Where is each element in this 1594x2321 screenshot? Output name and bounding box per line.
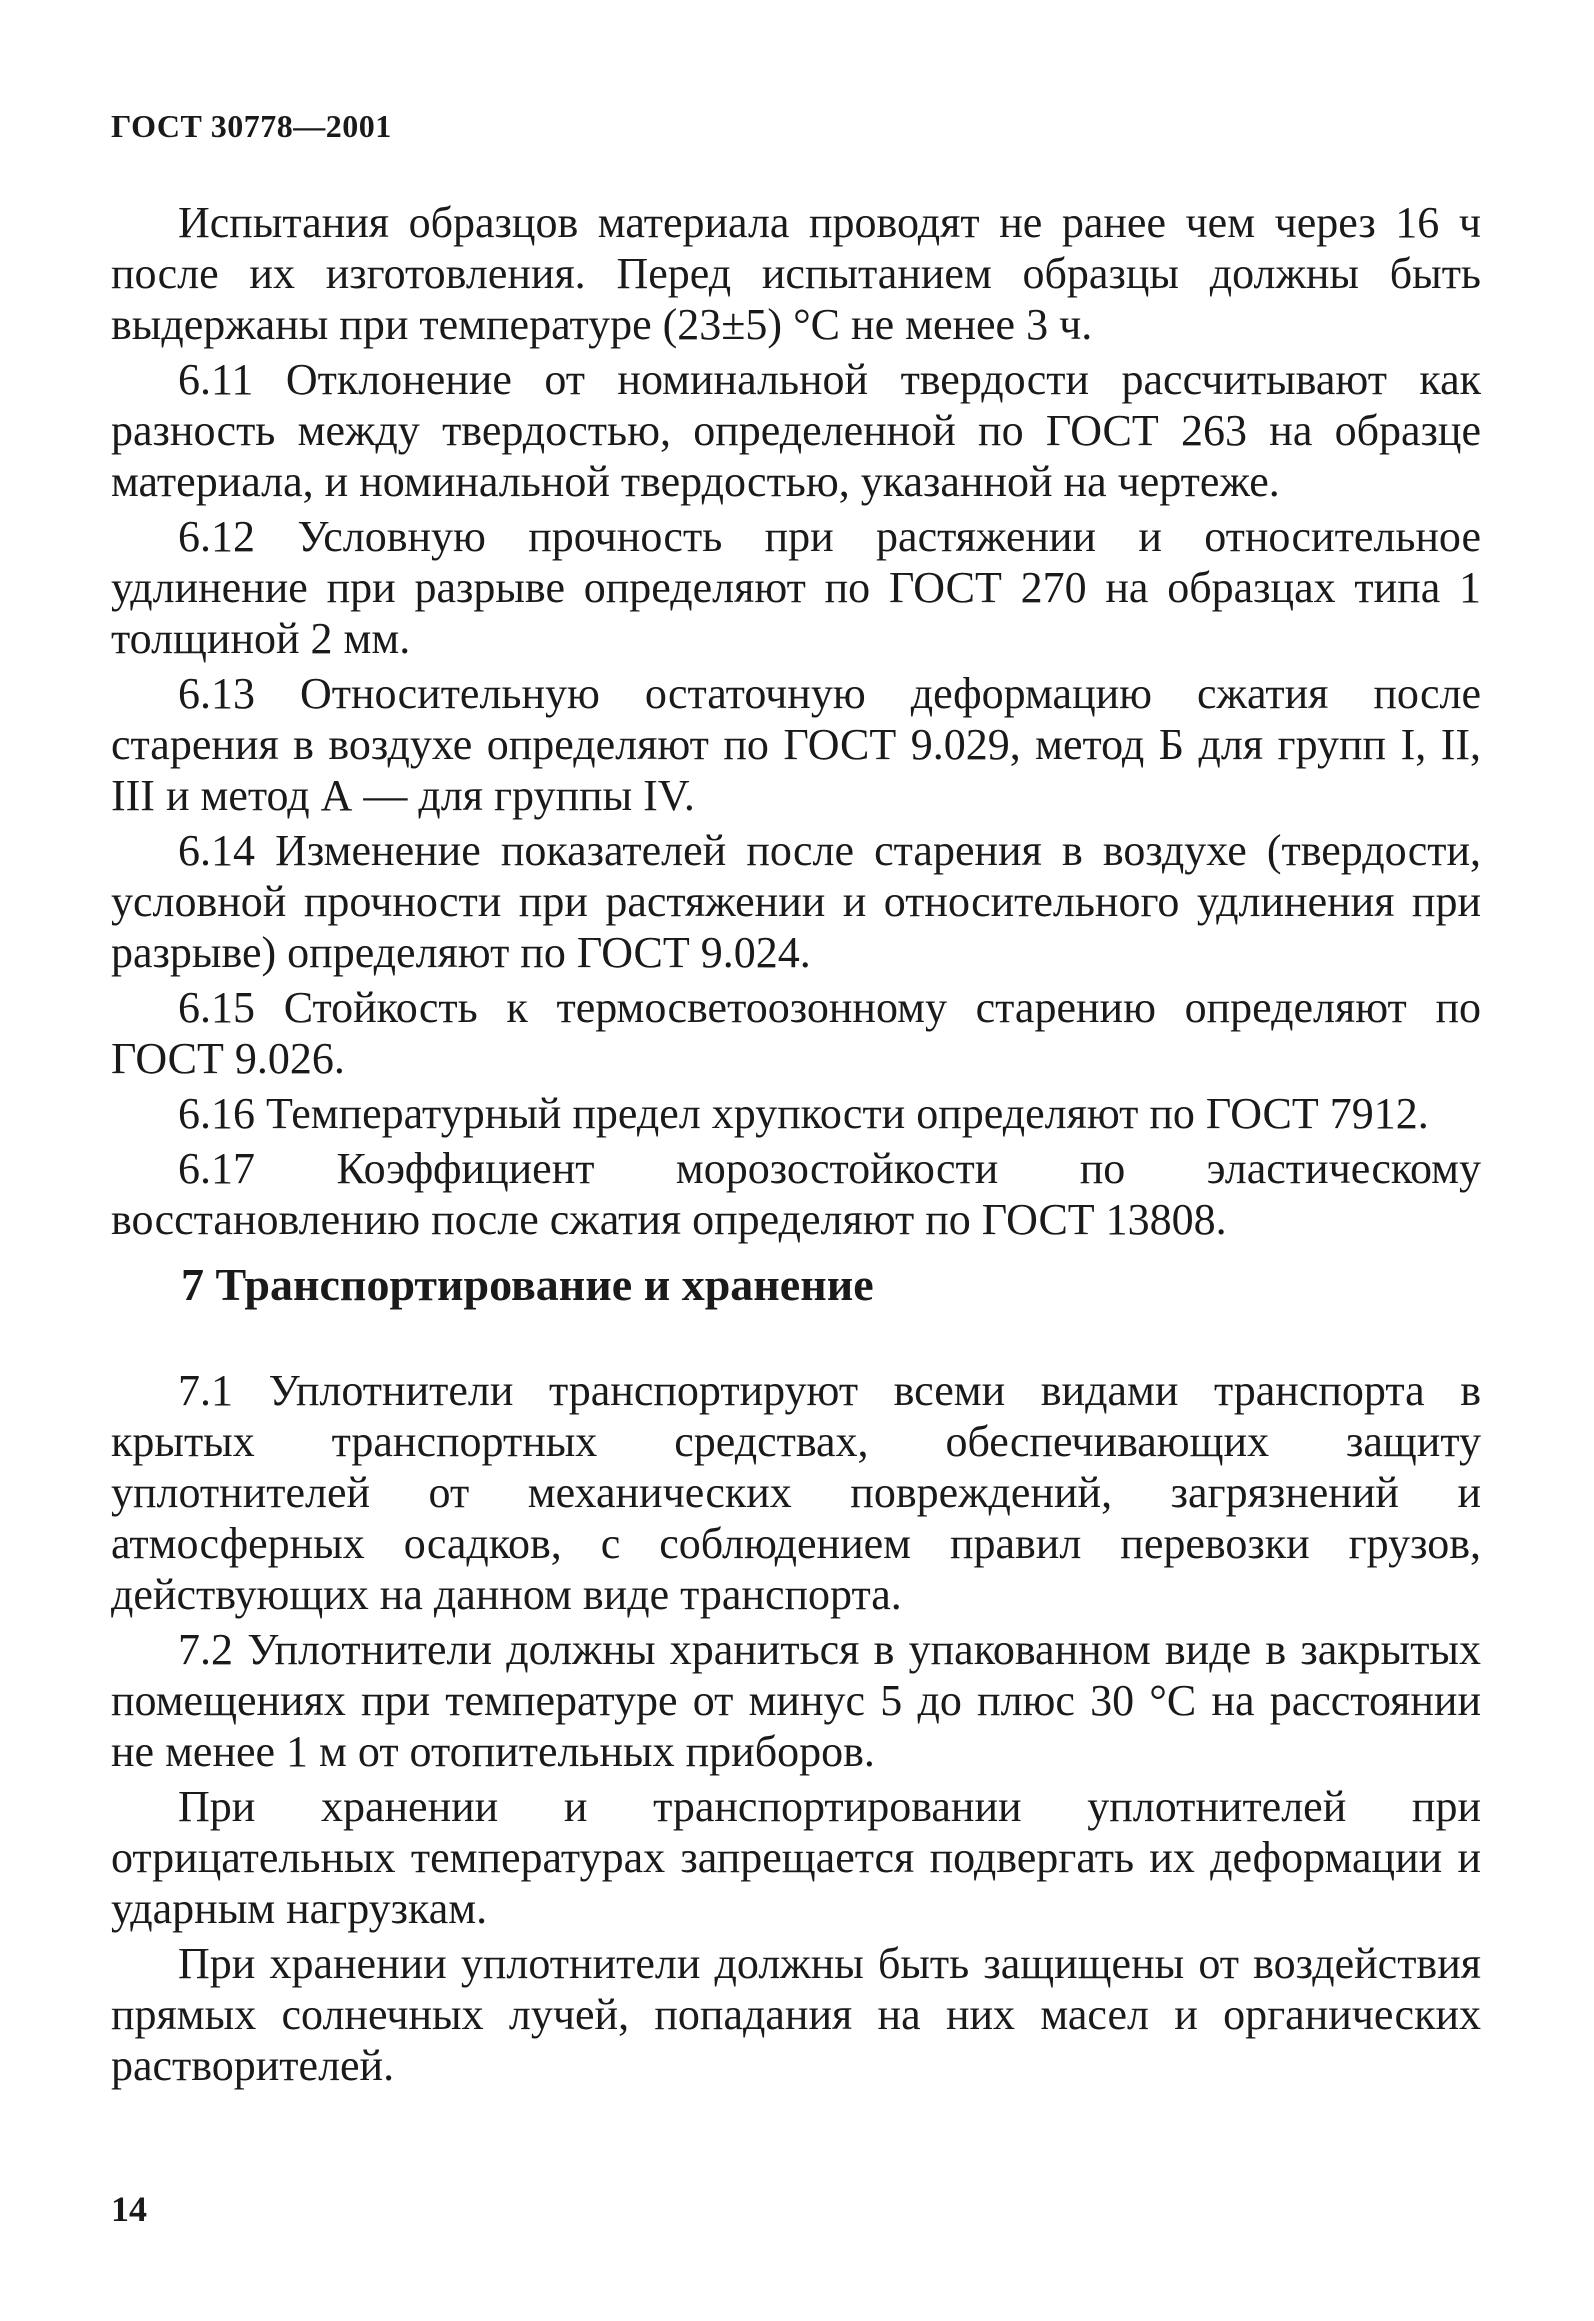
paragraph-6-14: 6.14 Изменение показателей после старения в воздухе (твердости, условной прочности при растяжении и относительного удлинения при разрыве) определяют по ГОСТ 9.024. [111,826,1481,977]
paragraph-6-11: 6.11 Отклонение от номинальной твердости рассчитывают как разность между твердостью, определенной по ГОСТ 263 на образце материала, и номинальной твердостью, указанной на чертеже. [111,355,1481,506]
paragraph-storage-protection: При хранении уплотнители должны быть защищены от воздействия прямых солнечных лучей, попадания на них масел и органических растворителей. [111,1939,1481,2090]
paragraph-6-15: 6.15 Стойкость к термосветоозонному старению определяют по ГОСТ 9.026. [111,983,1481,1083]
section-7-heading: 7 Транспортирование и хранение [181,1259,874,1310]
paragraph-6-13: 6.13 Относительную остаточную деформацию сжатия после старения в воздухе определяют по ГОСТ 9.029, метод Б для групп I, II, III и метод А — для группы IV. [111,669,1481,820]
page-number: 14 [111,2189,147,2229]
document-code-header: ГОСТ 30778—2001 [111,108,392,144]
paragraph-6-12: 6.12 Условную прочность при растяжении и относительное удлинение при разрыве определяют по ГОСТ 270 на образцах типа 1 толщиной 2 мм. [111,512,1481,663]
paragraph-7-1: 7.1 Уплотнители транспортируют всеми видами транспорта в крытых транспортных средствах, обеспечивающих защиту уплотнителей от механических повреждений, загрязнений и атмосферных осадков, с соблюдением правил перевозки грузов, действующих на данном виде транспорта. [111,1366,1481,1619]
paragraph-6-17: 6.17 Коэффициент морозостойкости по эластическому восстановлению после сжатия определяют по ГОСТ 13808. [111,1144,1481,1244]
paragraph-test-conditions: Испытания образцов материала проводят не ранее чем через 16 ч после их изготовления. Перед испытанием образцы должны быть выдержаны при температуре (23±5) °С не менее 3 ч. [111,198,1481,349]
paragraph-storage-negative-temp: При хранении и транспортировании уплотнителей при отрицательных температурах запрещается подвергать их деформации и ударным нагрузкам. [111,1782,1481,1933]
paragraph-7-2: 7.2 Уплотнители должны храниться в упакованном виде в закрытых помещениях при температуре от минус 5 до плюс 30 °С на расстоянии не менее 1 м от отопительных приборов. [111,1625,1481,1776]
section-7-body [111,1365,1481,2095]
paragraph-6-16: 6.16 Температурный предел хрупкости определяют по ГОСТ 7912. [178,1089,1429,1138]
section-6-continuation [111,197,1481,1249]
